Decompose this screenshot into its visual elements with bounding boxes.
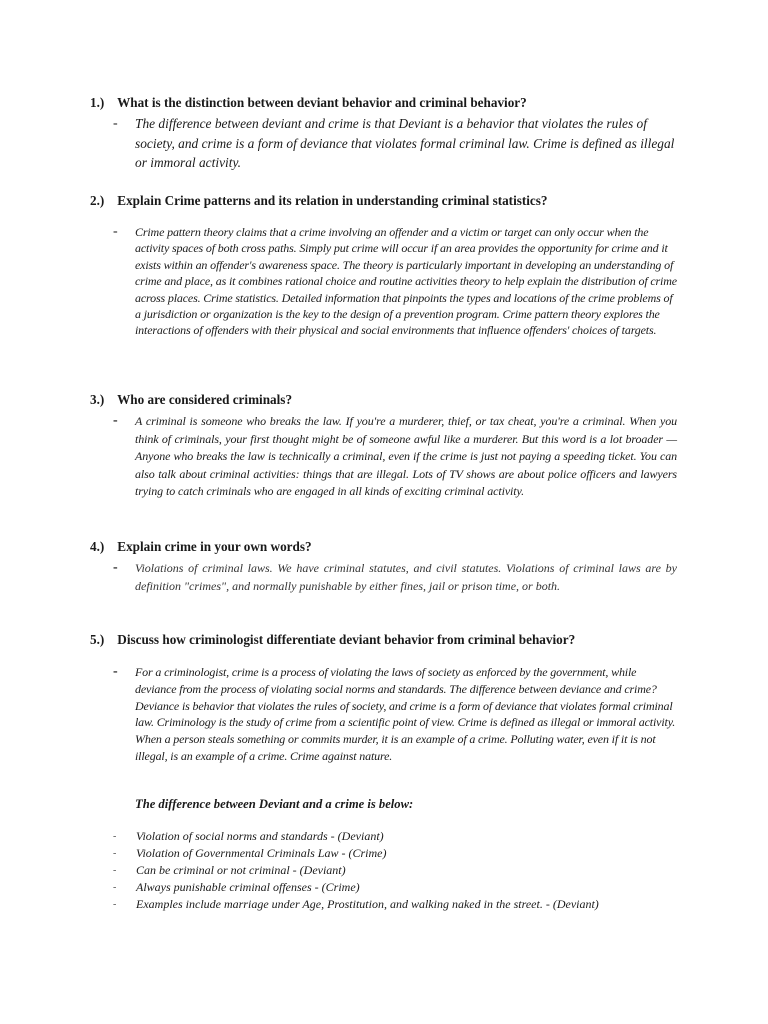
question-number: 2.)	[90, 193, 105, 208]
list-item: - Violation of Governmental Criminals Law - (Crime)	[113, 846, 387, 860]
answer-4: Violations of criminal laws. We have criminal statutes, and civil statutes. Violations of criminal laws are by definition "crimes", and normally punishable by either fines, jail or prison time, or both.	[135, 561, 677, 593]
answer-bullet: -	[113, 560, 118, 575]
question-number: 4.)	[90, 539, 105, 554]
question-1	[90, 95, 690, 111]
answer-bullet: -	[113, 224, 118, 239]
answer-bullet: -	[113, 413, 118, 428]
question-5	[90, 632, 690, 648]
list-item: - Violation of social norms and standards - (Deviant)	[113, 829, 384, 843]
list-item: - Always punishable criminal offenses - (Crime)	[113, 880, 360, 894]
differences-heading: The difference between Deviant and a crime is below:	[135, 797, 414, 811]
answer-5: For a criminologist, crime is a process of violating the laws of society as enforced by the government, while deviance from the process of violating social norms and standards. The difference between deviance and crime? Deviance is behavior that violates the rules of society, and crime is a form of deviance that violates formal criminal law. Criminology is the study of crime from a scientific point of view. Crime is defined as illegal or immoral activity. When a person steals something or commits murder, it is an example of a crime. Polluting water, even if it is not illegal, is an example of a crime. Crime against nature.	[135, 665, 676, 763]
question-2	[90, 193, 690, 209]
answer-2: Crime pattern theory claims that a crime involving an offender and a victim or target can only occur when the activity spaces of both cross paths. Simply put crime will occur if an area provides the opportunity for crime and it exists within an offender's awareness space. The theory is particularly important in developing an understanding of crime and place, as it combines rational choice and routine activities theory to help explain the distribution of crime across places. Crime statistics. Detailed information that pinpoints the types and locations of the crime problems of a jurisdiction or organization is the key to the design of a prevention program. Crime pattern theory explores the interactions of offenders with their physical and social environments that influence offenders' choices of targets.	[135, 225, 677, 338]
question-text: Explain Crime patterns and its relation in understanding criminal statistics?	[117, 193, 548, 208]
list-item: - Examples include marriage under Age, Prostitution, and walking naked in the street. - (Deviant)	[113, 897, 599, 911]
answer-bullet: -	[113, 664, 118, 679]
question-4	[90, 539, 690, 555]
question-text: What is the distinction between deviant behavior and criminal behavior?	[117, 95, 527, 110]
answer-3: A criminal is someone who breaks the law. If you're a murderer, thief, or tax cheat, you're a criminal. When you think of criminals, your first thought might be of someone awful like a murderer. But this word is a lot broader — Anyone who breaks the law is technically a criminal, even if the crime is just not paying a speeding ticket. You can also talk about criminal activities: things that are illegal. Lots of TV shows are about police officers and lawyers trying to catch criminals who are engaged in all kinds of exciting criminal activity.	[135, 414, 677, 499]
question-text: Discuss how criminologist differentiate deviant behavior from criminal behavior?	[117, 632, 576, 647]
answer-bullet: -	[113, 116, 118, 131]
question-number: 5.)	[90, 632, 105, 647]
answer-1: The difference between deviant and crime is that Deviant is a behavior that violates the rules of society, and crime is a form of deviance that violates formal criminal law. Crime is defined as illegal or immoral activity.	[135, 116, 675, 170]
differences-list	[113, 828, 599, 913]
question-number: 3.)	[90, 392, 105, 407]
question-text: Explain crime in your own words?	[117, 539, 312, 554]
question-number: 1.)	[90, 95, 105, 110]
question-text: Who are considered criminals?	[117, 392, 293, 407]
list-item: - Can be criminal or not criminal - (Deviant)	[113, 863, 346, 877]
question-3	[90, 392, 690, 408]
